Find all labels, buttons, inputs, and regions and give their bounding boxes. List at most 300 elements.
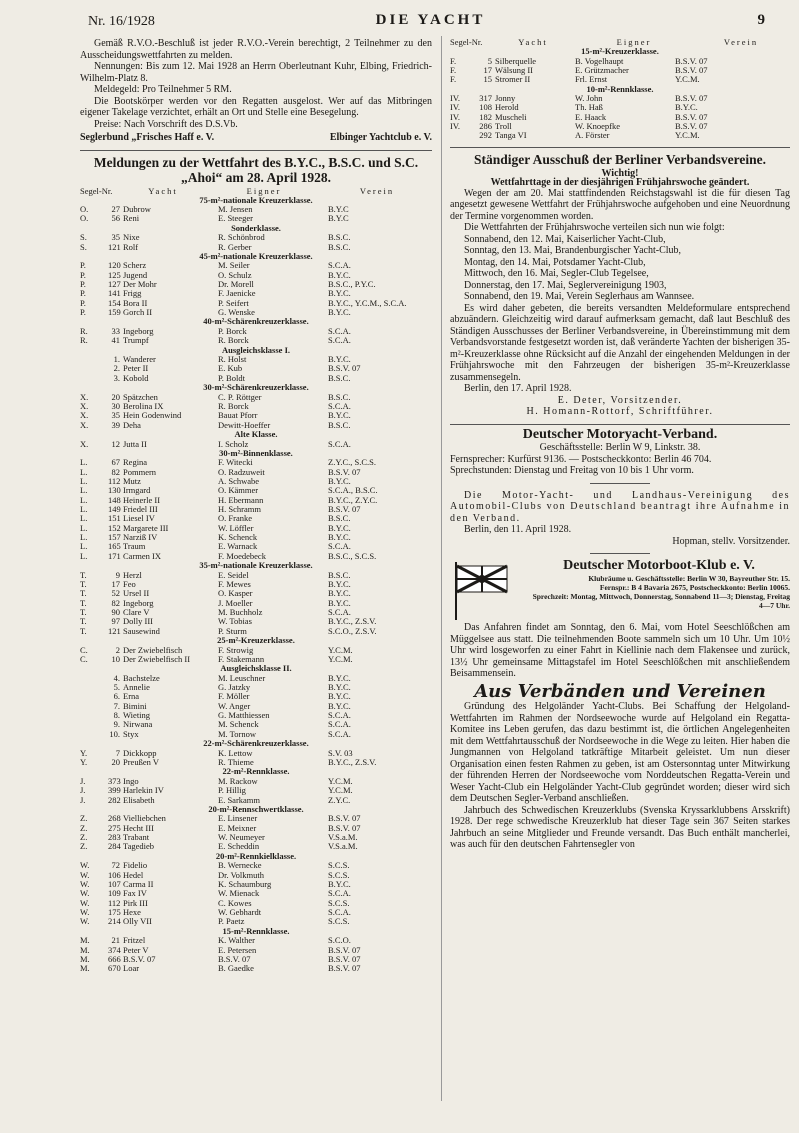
table-row — [80, 477, 432, 486]
yacht-name: Pirk III — [123, 898, 148, 908]
yacht-name: Trumpf — [123, 336, 149, 346]
yacht-name: Rolf — [123, 242, 139, 252]
sail-number: 97 — [111, 617, 120, 627]
sail-number: 52 — [111, 589, 120, 599]
signature: Hopman, stellv. Vorsitzender. — [672, 535, 790, 547]
col-verein: Verein — [723, 37, 759, 47]
table-row — [80, 720, 432, 729]
section-title: Aus Verbänden und Vereinen — [474, 680, 766, 702]
sail-letter: W. — [80, 917, 90, 927]
club-name: S.C.A. — [328, 729, 351, 739]
yacht-name: Harlekin IV — [123, 786, 164, 796]
club-name: B.Y.C. — [328, 270, 351, 280]
sail-number: 284 — [108, 842, 121, 852]
sail-letter — [80, 730, 108, 739]
yacht-name: Preußen V — [123, 758, 159, 767]
table-row — [80, 674, 432, 683]
table-row — [80, 271, 432, 280]
club-name: S.C.A. — [328, 326, 351, 336]
class-heading: Alte Klasse. — [234, 429, 278, 440]
owner-name: O. Franke — [218, 514, 252, 524]
owner-name: E. Grützmacher — [575, 65, 629, 75]
sail-number: 109 — [108, 889, 121, 899]
sail-number: 152 — [108, 523, 121, 533]
owner-name: O. Kämmer — [218, 486, 259, 496]
table-row — [80, 205, 432, 214]
table-row — [80, 964, 432, 973]
club-name: B.Y.C., Z.Y.C. — [328, 495, 378, 505]
signature: H. Homann-Rottorf, Schriftführer. — [526, 406, 714, 418]
club-name: S.C.A. — [328, 907, 351, 917]
owner-name: P. Paetz — [218, 917, 245, 927]
yacht-name: Ursel II — [123, 589, 150, 599]
table-row — [80, 749, 432, 758]
divider — [590, 483, 650, 484]
sail-letter: J. — [80, 786, 86, 796]
schedule-list — [450, 234, 790, 303]
notice-heading: Wettfahrttage in der diesjährigen Frühjahrswoche geändert. — [490, 177, 750, 189]
table-row — [80, 908, 432, 917]
sail-number: 171 — [108, 551, 121, 561]
table-row — [450, 113, 790, 122]
club-name: B.Y.C. — [328, 683, 351, 693]
divider — [450, 147, 790, 148]
owner-name: B. Vogelhaupt — [575, 56, 624, 66]
yacht-name: Peter V — [123, 945, 149, 955]
sail-number: 159 — [108, 308, 121, 318]
sail-letter: X. — [80, 439, 89, 449]
sail-letter — [80, 702, 108, 711]
club-name: B.S.C. — [328, 570, 351, 580]
table-row — [80, 411, 432, 420]
club-name: S.C.O. — [328, 936, 351, 946]
sail-letter: IV. — [450, 122, 460, 132]
owner-name: M. Schenck — [218, 720, 259, 730]
table-row — [450, 131, 790, 140]
sail-letter: W. — [80, 870, 90, 880]
yacht-name: Berolina IX — [123, 402, 164, 411]
table-row — [80, 786, 432, 795]
yacht-name: Spätzchen — [123, 392, 158, 402]
owner-name: M. Buchholz — [218, 608, 263, 618]
sail-letter: W. — [80, 889, 90, 899]
owner-name: M. Tornow — [218, 729, 256, 739]
club-block — [450, 560, 790, 622]
sail-letter: F. — [450, 56, 457, 66]
club-name: S.C.A., B.S.C. — [328, 486, 378, 496]
club-name: B.Y.C., Z.S.V. — [328, 758, 377, 767]
owner-name: P. Boldt — [218, 373, 245, 383]
yacht-name: Bachstelze — [123, 673, 160, 683]
sail-number: 292 — [479, 131, 492, 141]
sail-number: 35 — [111, 411, 120, 421]
owner-name: W. Löffler — [218, 523, 254, 533]
table-row — [80, 692, 432, 701]
club-name: B.Y.C — [328, 214, 349, 224]
sail-letter — [80, 355, 108, 364]
sail-letter: L. — [80, 458, 88, 468]
sail-letter: T. — [80, 589, 87, 599]
yacht-name: Clare V — [123, 608, 150, 618]
club-name: B.Y.C — [328, 205, 349, 214]
yacht-name: Friedel III — [123, 505, 158, 515]
entries-table — [80, 196, 432, 974]
schedule-item: Montag, den 14. Mai, Potsdamer Yacht-Club, — [464, 256, 646, 268]
club-name: B.Y.C. — [328, 523, 351, 533]
table-row — [80, 880, 432, 889]
table-row — [80, 261, 432, 270]
info-line: Geschäftsstelle: Berlin W 9, Linkstr. 38. — [539, 442, 701, 454]
sail-letter: T. — [80, 617, 87, 627]
sail-number: 21 — [111, 936, 120, 946]
sail-number: 82 — [111, 467, 120, 477]
sail-number: 214 — [108, 917, 121, 927]
yacht-name: Peter II — [123, 364, 149, 374]
club-name: S.C.A. — [328, 711, 351, 721]
owner-name: G. Wenske — [218, 308, 255, 318]
sail-number: 17 — [483, 65, 492, 75]
signature-line — [80, 132, 432, 144]
yacht-name: Frigg — [123, 289, 142, 299]
owner-name: H. Schramm — [218, 505, 261, 515]
owner-name: B. Wernecke — [218, 861, 262, 871]
sail-number: 67 — [111, 458, 120, 468]
yacht-name: Jonny — [495, 94, 516, 104]
club-name: B.Y.C. — [328, 701, 351, 711]
owner-name: P. Seifert — [218, 298, 249, 308]
owner-name: R. Schönbrod — [218, 233, 265, 243]
sail-letter: W. — [80, 861, 90, 871]
owner-name: F. Strowig — [218, 645, 254, 655]
magazine-title: DIE YACHT — [375, 12, 486, 28]
owner-name: Frl. Ernst — [575, 75, 608, 85]
owner-name: E. Steeger — [218, 214, 253, 224]
sail-number: 5. — [113, 683, 120, 693]
sail-letter — [80, 364, 108, 373]
sail-letter: M. — [80, 936, 90, 946]
sail-number: 283 — [108, 833, 121, 843]
owner-name: Th. Haß — [575, 103, 603, 113]
paragraph: Gründung des Helgoländer Yacht-Clubs. Bei Schaffung der Helgoland-Wettfahrten im Rahmen der Nordseewoche wurde auf Helgoland ein Regatta-Komitee ins Leben gerufen, das dazu bestimmt ist, die örtlichen Angelegenheiten mit dem Wettfahrtausschuß der Nordseewoche in die Wege zu leiten. Hier haben die Jungmannen von Helgoland tatkräftige Mitarbeit geleistet. Um nun dieser Organisation einen festen Rahmen zu geben, ist am Ostersonntag unter Mitwirkung der führenden Herren der Nordseewoche vom Norddeutschen Regatta-Verein und Weser Yacht-Club ein Helgoländer Yacht-Club gegründet worden; dieser wird sich dem Deutschen Segler-Verband anschließen. — [450, 701, 790, 805]
yacht-name: Ingeborg — [123, 326, 154, 336]
owner-name: K. Lettow — [218, 748, 253, 758]
yacht-name: Der Zwiebelfisch — [123, 645, 183, 655]
sail-letter: Z. — [80, 842, 88, 852]
paragraph: Die Wettfahrten der Frühjahrswoche verteilen sich nun wie folgt: — [464, 222, 725, 234]
table-row — [80, 299, 432, 308]
sail-number: 6. — [113, 692, 120, 702]
entries-table-continued — [450, 47, 790, 141]
owner-name: F. Stakemann — [218, 654, 265, 664]
owner-name: W. Neumeyer — [218, 833, 265, 843]
owner-name: Dewitt-Hoeffer — [218, 420, 271, 430]
sail-letter: S. — [80, 242, 87, 252]
sail-number: 10. — [109, 729, 120, 739]
date-line: Berlin, den 11. April 1928. — [464, 524, 572, 536]
sail-number: 108 — [479, 103, 492, 113]
col-yacht: Yacht — [148, 185, 178, 196]
sail-number: 5 — [487, 56, 492, 66]
club-name: B.S.V. 07 — [675, 112, 708, 122]
club-name: B.Y.C. — [328, 533, 351, 543]
intro-paragraph: Nennungen: Bis zum 12. Mai 1928 an Herrn Oberleutnant Kuhr, Elbing, Friedrich-Wilhelm-Platz 8. — [80, 61, 432, 84]
sail-number: 130 — [108, 486, 121, 496]
sail-letter: L. — [80, 533, 88, 543]
owner-name: K. Schaumburg — [218, 879, 272, 889]
schedule-item: Sonnabend, den 19. Mai, Verein Seglerhaus am Wannsee. — [464, 291, 695, 303]
club-name: S.C.A. — [328, 261, 351, 271]
owner-name: E. Haack — [575, 112, 607, 122]
yacht-name: Styx — [123, 729, 139, 739]
table-row — [80, 589, 432, 598]
yacht-name: Gorch II — [123, 308, 153, 318]
sail-number: 182 — [479, 112, 492, 122]
owner-name: A. Förster — [575, 131, 610, 141]
sail-letter: IV. — [450, 94, 460, 104]
yacht-name: Mutz — [123, 477, 141, 487]
sail-number: 127 — [108, 280, 121, 290]
sail-number: 20 — [111, 758, 120, 767]
sail-letter: P. — [80, 270, 86, 280]
yacht-name: Nixe — [123, 233, 140, 243]
class-heading: 35-m²-nationale Kreuzerklasse. — [199, 560, 313, 571]
section-title: Deutscher Motorboot-Klub e. V. — [563, 558, 755, 574]
club-name: S.C.A. — [328, 336, 351, 346]
sail-number: 9 — [115, 570, 120, 580]
sail-number: 399 — [108, 786, 121, 796]
class-heading: 15-m²-Kreuzerklasse. — [581, 46, 659, 56]
sail-letter: M. — [80, 964, 90, 974]
table-row — [80, 458, 432, 467]
sail-number: 8. — [113, 711, 120, 721]
sail-letter: P. — [80, 298, 86, 308]
yacht-name: B.S.V. 07 — [123, 954, 156, 964]
sail-letter: T. — [80, 608, 87, 618]
sail-letter: L. — [80, 514, 88, 524]
table-row — [80, 646, 432, 655]
sail-letter — [80, 374, 108, 383]
col-segel: Segel-Nr. — [450, 37, 483, 47]
sail-letter: T. — [80, 570, 87, 580]
table-row — [80, 280, 432, 289]
sail-letter: X. — [80, 420, 89, 430]
table-row — [80, 861, 432, 870]
table-row — [80, 496, 432, 505]
owner-name: Dr. Volkmuth — [218, 870, 264, 880]
sail-letter: Z. — [80, 814, 88, 824]
yacht-name: Bimini — [123, 701, 147, 711]
sail-letter: P. — [80, 280, 86, 290]
yacht-name: Trabant — [123, 833, 150, 843]
sail-letter: Y. — [80, 748, 88, 758]
schedule-item: Sonntag, den 13. Mai, Brandenburgischer Yacht-Club, — [464, 245, 682, 257]
owner-name: F. Jaenicke — [218, 289, 256, 299]
club-name: B.Y.C. — [328, 289, 351, 299]
club-name: B.Y.C. — [328, 673, 351, 683]
sail-letter: Z. — [80, 833, 88, 843]
intro-paragraph: Preise: Nach Vorschrift des D.S.Vb. — [94, 118, 238, 130]
owner-name: F. Moedebeck — [218, 551, 266, 561]
entries-title: Meldungen zu der Wettfahrt des B.Y.C., B.S.C. und S.C. „Ahoi“ am 28. April 1928. — [93, 154, 419, 185]
page-header — [88, 12, 773, 34]
right-column — [450, 38, 790, 851]
club-name: B.S.V. 07 — [328, 467, 361, 477]
yacht-name: Fax IV — [123, 889, 147, 899]
owner-name: G. Matthiessen — [218, 711, 270, 721]
sail-letter: W. — [80, 898, 90, 908]
table-row — [80, 833, 432, 842]
yacht-name: Wanderer — [123, 355, 156, 365]
club-name: B.S.V. 07 — [675, 56, 708, 66]
owner-name: B. Gaedke — [218, 964, 254, 974]
sail-number: 20 — [111, 392, 120, 402]
paragraph: Die Motor-Yacht- und Landhaus-Vereinigung des Automobil-Clubs von Deutschland beantragt ihre Aufnahme in den Verband. — [450, 489, 790, 524]
sail-number: 141 — [108, 289, 121, 299]
col-segel: Segel-Nr. — [80, 185, 113, 196]
class-heading: 45-m²-nationale Kreuzerklasse. — [199, 250, 313, 261]
sail-letter: M. — [80, 954, 90, 964]
table-row — [80, 524, 432, 533]
sail-number: 374 — [108, 945, 121, 955]
info-line: Sprechstunden: Dienstag und Freitag von 10 bis 1 Uhr vorm. — [450, 465, 694, 477]
col-yacht: Yacht — [518, 37, 548, 47]
club-name: S.C.A. — [328, 889, 351, 899]
sail-number: 9. — [113, 720, 120, 730]
club-name: B.Y.C., Y.C.M., S.C.A. — [328, 298, 407, 308]
sail-number: 39 — [111, 420, 120, 430]
sail-letter — [80, 720, 108, 729]
yacht-name: Kobold — [123, 373, 149, 383]
table-row — [80, 533, 432, 542]
yacht-name: Troll — [495, 122, 512, 132]
yacht-name: Loar — [123, 964, 140, 974]
yacht-name: Dickkopp — [123, 748, 157, 758]
owner-name: F. Witecki — [218, 458, 253, 468]
club-name: B.Y.C. — [328, 308, 351, 318]
sail-number: 4. — [113, 673, 120, 683]
sail-number: 3. — [113, 373, 120, 383]
owner-name: W. Gebhardt — [218, 907, 262, 917]
class-heading: Ausgleichsklasse II. — [220, 663, 292, 674]
info-line: Fernspr.: B 4 Bavaria 2675, Postscheckkonto: Berlin 10065. — [599, 582, 790, 592]
sail-number: 35 — [111, 233, 120, 243]
schedule-item: Mittwoch, den 16. Mai, Segler-Club Tegelsee, — [464, 268, 649, 280]
sail-number: 317 — [479, 94, 492, 104]
owner-name: P. Borck — [218, 326, 247, 336]
club-name: B.S.V. 07 — [328, 505, 361, 515]
club-name: B.Y.C. — [328, 879, 351, 889]
owner-name: E. Linsener — [218, 814, 258, 824]
sail-number: 112 — [108, 898, 121, 908]
yacht-name: Margarete III — [123, 523, 169, 533]
yacht-name: Nirwana — [123, 720, 153, 730]
sail-number: 268 — [108, 814, 121, 824]
club-name: B.S.V. 07 — [675, 122, 708, 132]
col-verein: Verein — [359, 185, 395, 196]
club-name: Y.C.M. — [675, 75, 700, 85]
club-name: S.C.A. — [328, 720, 351, 730]
club-name: B.S.V. 07 — [328, 945, 361, 955]
club-name: B.S.C. — [328, 373, 351, 383]
club-name: B.S.V. 07 — [328, 954, 361, 964]
table-row — [80, 946, 432, 955]
owner-name: Bauat Pforr — [218, 411, 258, 421]
paragraph: Jahrbuch des Schwedischen Kreuzerklubs (Svenska Kryssarklubbens Arsskrift) 1928. Der rege schwedische Kreuzerklub hat dieser Tage sein 367 Seiten starkes Jahrbuch an seine Mitglieder und Freunde versandt. Das Buch enthält mancherlei, was auch für den deutschen Fahrtensegler von — [450, 804, 790, 851]
sail-letter: O. — [80, 205, 89, 214]
owner-name: E. Meixner — [218, 823, 257, 833]
sail-number: 30 — [111, 402, 120, 411]
sail-letter: P. — [80, 289, 86, 299]
signature-right: Elbinger Yachtclub e. V. — [329, 132, 432, 143]
paragraph: Das Anfahren findet am Sonntag, den 6. Mai, vom Hotel Seeschlößchen am Müggelsee aus statt. Die teilnehmenden Boote sammeln sich um 10 Uhr. Um 10½ Uhr wird losgeworfen zu einer Fahrt in Kiellinie nach dem Flakensee und zurück, 13½ Uhr gemeinsame Mittagstafel im Hotel Seeschlößchen mit anschließendem Beisammensein. — [450, 622, 790, 680]
owner-name: R. Borck — [218, 402, 249, 411]
table-row — [80, 599, 432, 608]
yacht-name: Fidelio — [123, 861, 148, 871]
club-name: B.S.V. 07 — [328, 964, 361, 974]
sail-letter: X. — [80, 402, 89, 411]
sail-letter: X. — [80, 392, 89, 402]
owner-name: W. Knoepfke — [575, 122, 621, 132]
sail-letter: IV. — [450, 112, 460, 122]
sail-number: 175 — [108, 907, 121, 917]
divider — [590, 553, 650, 554]
yacht-name: Tanga VI — [495, 131, 527, 141]
sail-number: 33 — [111, 326, 120, 336]
club-name: B.Y.C. — [328, 477, 351, 487]
club-name: S.C.S. — [328, 861, 350, 871]
table-row — [80, 571, 432, 580]
club-name: S.C.A. — [328, 542, 351, 552]
sail-number: 121 — [108, 242, 121, 252]
owner-name: M. Rackow — [218, 776, 258, 786]
class-heading: 20-m²-Rennschwertklasse. — [208, 803, 304, 814]
yacht-name: Carma II — [123, 879, 154, 889]
table-row — [80, 468, 432, 477]
club-name: S.C.O., Z.S.V. — [328, 626, 377, 636]
owner-name: K. Schenck — [218, 533, 258, 543]
sail-number: 666 — [108, 954, 121, 964]
owner-name: F. Möller — [218, 692, 250, 702]
intro-paragraph: Meldegeld: Pro Teilnehmer 5 RM. — [94, 84, 232, 95]
owner-name: C. Kowes — [218, 898, 252, 908]
sail-letter: W. — [80, 907, 90, 917]
owner-name: M. Seiler — [218, 261, 250, 271]
class-heading: 30-m²-Binnenklasse. — [219, 447, 293, 458]
signature-left: Seglerbund „Frisches Haff e. V. — [80, 132, 215, 143]
club-name: B.Y.C. — [675, 103, 698, 113]
yacht-name: Pommern — [123, 467, 157, 477]
table-row — [80, 364, 432, 373]
sail-letter: L. — [80, 495, 88, 505]
sail-number: 286 — [479, 122, 492, 132]
sail-letter: C. — [80, 645, 88, 655]
class-heading: 40-m²-Schärenkreuzerklasse. — [203, 316, 309, 327]
yacht-name: Jugend — [123, 270, 148, 280]
sail-letter — [80, 692, 108, 701]
yacht-name: Ingo — [123, 776, 139, 786]
club-name: B.Y.C. — [328, 598, 351, 608]
table-row — [450, 66, 790, 75]
owner-name: O. Kasper — [218, 589, 253, 599]
sail-number: 41 — [111, 336, 120, 346]
class-heading: 25-m²-Kreuzerklasse. — [217, 635, 295, 646]
yacht-name: Erna — [123, 692, 140, 702]
club-name: B.S.C. — [328, 514, 351, 524]
sail-letter: P. — [80, 261, 86, 271]
notice-label: Wichtig! — [601, 167, 639, 179]
owner-name: W. Anger — [218, 701, 251, 711]
sail-number: 17 — [111, 580, 120, 589]
